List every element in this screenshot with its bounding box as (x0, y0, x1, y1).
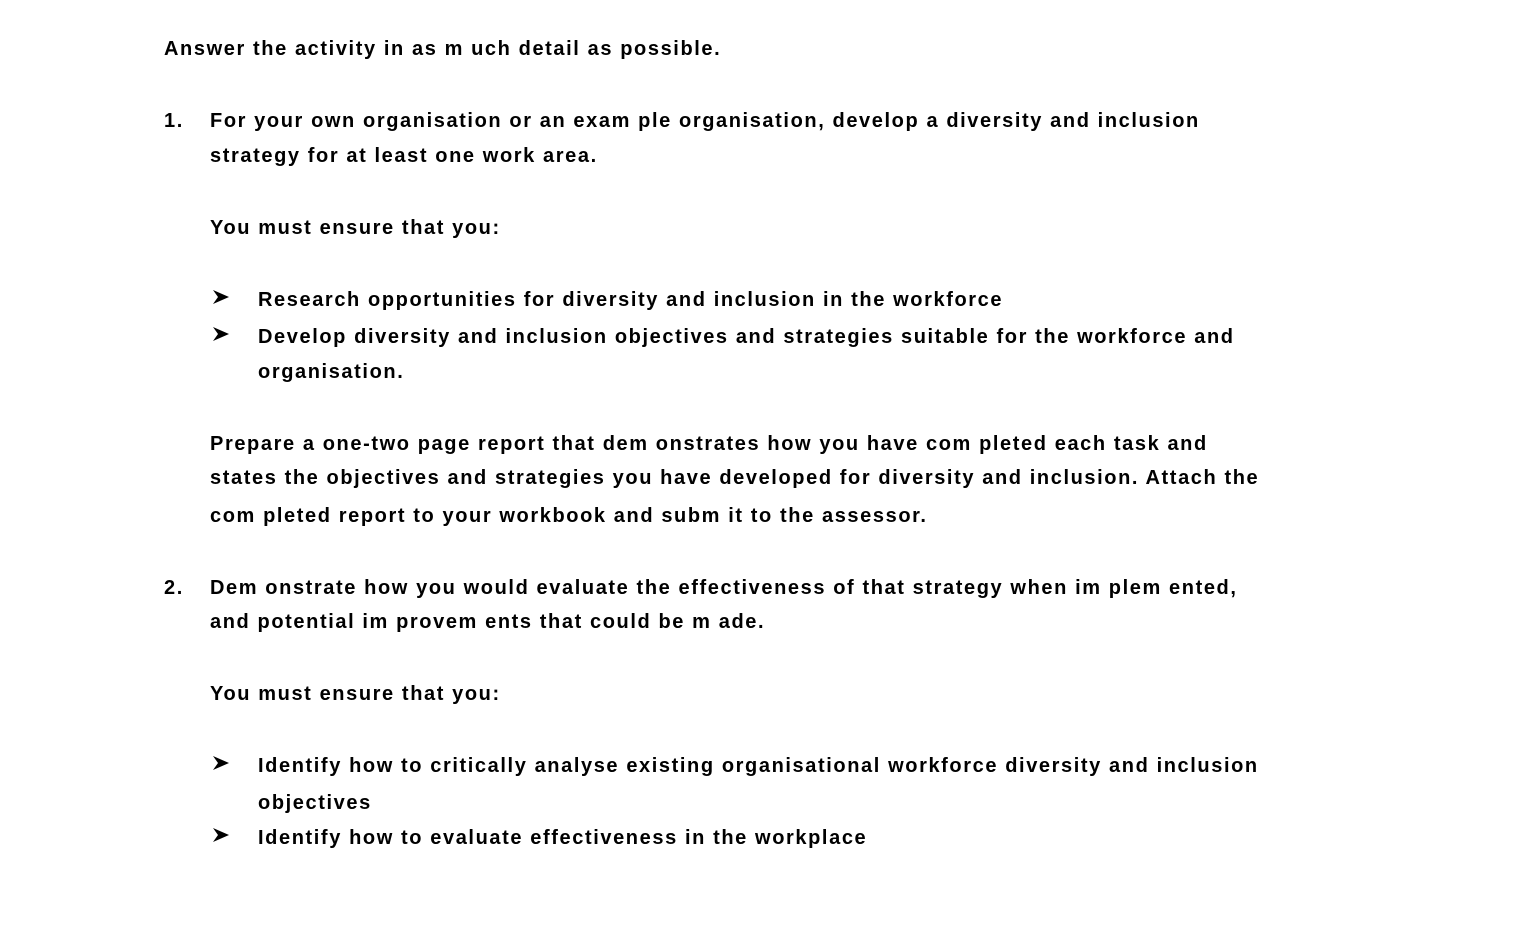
question-2-text-line-2: and potential im provem ents that could be m ade. (210, 611, 766, 633)
question-2-bullet-1-line-1: Identify how to critically analyse existing organisational workforce diversity and inclusion (258, 755, 1259, 777)
arrowhead-bullet-icon (211, 324, 231, 344)
report-instruction-line-2: states the objectives and strategies you have developed for diversity and inclusion. Attach the (210, 467, 1260, 489)
question-2-ensure-heading: You must ensure that you: (210, 683, 501, 705)
intro-instruction: Answer the activity in as m uch detail as possible. (164, 38, 722, 60)
question-1-text-line-2: strategy for at least one work area. (210, 145, 598, 167)
question-2-bullet-1-line-2: objectives (258, 792, 372, 814)
question-1-bullet-1: Research opportunities for diversity and inclusion in the workforce (258, 289, 1004, 311)
question-2-text-line-1: Dem onstrate how you would evaluate the effectiveness of that strategy when im plem ented, (210, 577, 1238, 599)
report-instruction-line-1: Prepare a one-two page report that dem onstrates how you have com pleted each task and (210, 433, 1208, 455)
question-1-ensure-heading: You must ensure that you: (210, 217, 501, 239)
question-1-bullet-2-line-1: Develop diversity and inclusion objectives and strategies suitable for the workforce and (258, 326, 1235, 348)
question-1-bullet-2-line-2: organisation. (258, 361, 405, 383)
arrowhead-bullet-icon (211, 287, 231, 307)
report-instruction-line-3: com pleted report to your workbook and subm it to the assessor. (210, 505, 928, 527)
question-2-number: 2. (164, 577, 184, 599)
question-1-text-line-1: For your own organisation or an exam ple organisation, develop a diversity and inclusion (210, 110, 1200, 132)
question-2-bullet-2: Identify how to evaluate effectiveness in the workplace (258, 827, 868, 849)
arrowhead-bullet-icon (211, 753, 231, 773)
arrowhead-bullet-icon (211, 825, 231, 845)
question-1-number: 1. (164, 110, 184, 132)
